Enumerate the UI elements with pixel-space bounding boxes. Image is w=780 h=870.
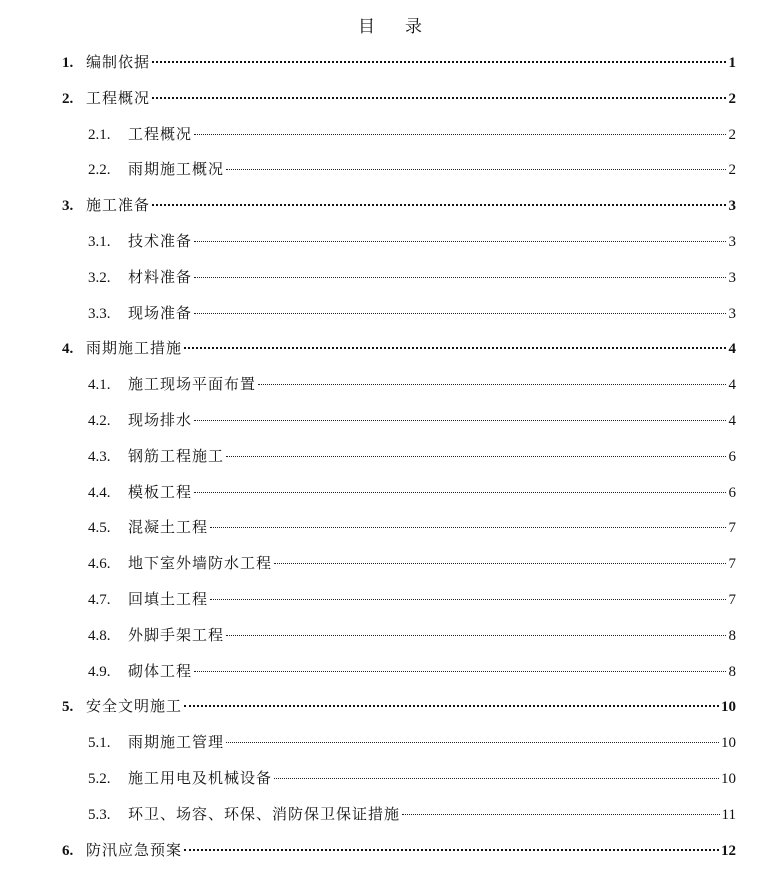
toc-entry-subsection[interactable] — [88, 229, 736, 253]
toc-entry-page-number: 2 — [728, 126, 736, 143]
toc-dot-leader — [226, 635, 726, 636]
toc-entry-page-number: 11 — [721, 806, 736, 823]
toc-dot-leader — [184, 705, 719, 707]
toc-entry-page-number: 4 — [728, 413, 736, 429]
toc-entry-title: 现场准备 — [128, 303, 193, 322]
toc-dot-leader — [210, 599, 726, 600]
toc-entry-section[interactable] — [62, 193, 736, 217]
toc-entry-page-number: 7 — [728, 520, 736, 537]
toc-entry-title: 地下室外墙防水工程 — [128, 554, 273, 573]
toc-entry-page-number: 6 — [728, 448, 736, 465]
toc-entry-page-number: 10 — [721, 735, 736, 752]
toc-entry-number: 6. — [62, 842, 74, 859]
toc-entry-number: 3.1. — [88, 234, 111, 250]
toc-entry-subsection[interactable] — [88, 551, 736, 575]
toc-dot-leader — [274, 563, 726, 564]
toc-entry-page-number: 4 — [728, 377, 736, 394]
toc-entry-page-number: 3 — [728, 305, 736, 322]
toc-entry-page-number: 3 — [728, 198, 736, 215]
toc-title-char-1: 目 — [358, 17, 375, 37]
toc-entry-number: 2.1. — [88, 126, 111, 143]
toc-entry-title: 防汛应急预案 — [86, 840, 183, 859]
toc-entry-number: 3.3. — [88, 305, 111, 322]
toc-entry-page-number: 10 — [721, 699, 736, 716]
toc-entry-section[interactable] — [62, 838, 736, 862]
toc-dot-leader — [194, 134, 726, 135]
toc-entry-title: 工程概况 — [86, 88, 151, 107]
toc-dot-leader — [194, 671, 726, 672]
toc-entry-title: 现场排水 — [128, 411, 193, 429]
toc-entry-title: 施工用电及机械设备 — [128, 769, 273, 787]
toc-entry-title: 编制依据 — [86, 53, 151, 71]
toc-entry-title: 环卫、场容、环保、消防保卫保证措施 — [128, 804, 401, 823]
toc-entry-number: 4. — [62, 341, 74, 358]
toc-entry-title: 雨期施工概况 — [128, 160, 225, 179]
toc-entry-number: 4.2. — [88, 413, 111, 429]
toc-entry-subsection[interactable] — [88, 587, 736, 611]
toc-entry-title: 混凝土工程 — [128, 518, 209, 537]
toc-entry-subsection[interactable] — [88, 157, 736, 181]
toc-entry-title: 钢筋工程施工 — [128, 446, 225, 465]
toc-entry-title: 材料准备 — [128, 267, 193, 286]
toc-dot-leader — [194, 241, 726, 242]
toc-entry-page-number: 8 — [728, 663, 736, 680]
toc-title-char-2: 录 — [405, 17, 422, 37]
toc-entry-page-number: 2 — [728, 90, 736, 107]
toc-entry-title: 施工准备 — [86, 196, 151, 215]
toc-dot-leader — [194, 420, 726, 421]
toc-entry-subsection[interactable] — [88, 802, 736, 826]
toc-entry-page-number: 3 — [728, 269, 736, 286]
toc-entry-subsection[interactable] — [88, 730, 736, 754]
toc-entry-number: 4.3. — [88, 448, 111, 465]
toc-dot-leader — [210, 527, 726, 528]
toc-entry-subsection[interactable] — [88, 301, 736, 325]
toc-dot-leader — [258, 384, 726, 385]
toc-entry-page-number: 12 — [721, 842, 736, 859]
toc-entry-page-number: 7 — [728, 592, 736, 608]
toc-entry-page-number: 8 — [728, 627, 736, 644]
toc-dot-leader — [152, 204, 726, 206]
toc-entry-number: 4.4. — [88, 484, 111, 501]
toc-entry-page-number: 10 — [721, 771, 736, 787]
toc-entry-page-number: 7 — [728, 556, 736, 573]
toc-entry-title: 雨期施工措施 — [86, 339, 183, 358]
toc-entry-title: 工程概况 — [128, 124, 193, 143]
toc-dot-leader — [274, 778, 719, 779]
toc-dot-leader — [402, 814, 720, 815]
toc-entry-subsection[interactable] — [88, 122, 736, 146]
toc-dot-leader — [226, 456, 726, 457]
toc-entry-title: 回填土工程 — [128, 590, 209, 608]
toc-entry-page-number: 6 — [728, 484, 736, 501]
toc-dot-leader — [226, 169, 726, 170]
toc-entry-page-number: 3 — [728, 234, 736, 250]
toc-entry-number: 4.5. — [88, 520, 111, 537]
toc-entry-section[interactable] — [62, 694, 736, 718]
toc-title — [0, 12, 780, 37]
toc-dot-leader — [226, 742, 719, 743]
toc-entry-number: 5.1. — [88, 735, 111, 752]
toc-entry-number: 4.9. — [88, 663, 111, 680]
toc-entry-number: 2.2. — [88, 162, 111, 179]
toc-entry-subsection[interactable] — [88, 623, 736, 647]
toc-entry-number: 4.8. — [88, 627, 111, 644]
toc-entry-page-number: 4 — [728, 341, 736, 358]
toc-entry-title: 施工现场平面布置 — [128, 375, 257, 394]
toc-entry-subsection[interactable] — [88, 372, 736, 396]
toc-dot-leader — [184, 849, 719, 851]
toc-dot-leader — [152, 61, 726, 63]
toc-entry-subsection[interactable] — [88, 444, 736, 468]
toc-entry-page-number: 1 — [728, 55, 736, 71]
toc-dot-leader — [184, 347, 726, 349]
toc-entry-subsection[interactable] — [88, 766, 736, 790]
toc-entry-title: 安全文明施工 — [86, 697, 183, 716]
toc-dot-leader — [194, 313, 726, 314]
toc-dot-leader — [194, 277, 726, 278]
toc-entry-number: 5.2. — [88, 771, 111, 787]
toc-entry-number: 2. — [62, 90, 74, 107]
toc-entry-number: 3.2. — [88, 269, 111, 286]
toc-dot-leader — [152, 97, 726, 99]
toc-entry-number: 5.3. — [88, 806, 111, 823]
toc-entry-subsection[interactable] — [88, 659, 736, 683]
toc-entry-title: 外脚手架工程 — [128, 625, 225, 644]
toc-entry-section[interactable] — [62, 336, 736, 360]
toc-entry-title: 模板工程 — [128, 482, 193, 501]
toc-entry-section[interactable] — [62, 50, 736, 74]
toc-entry-title: 雨期施工管理 — [128, 733, 225, 752]
toc-entry-subsection[interactable] — [88, 265, 736, 289]
toc-entry-number: 4.7. — [88, 592, 111, 608]
toc-entry-section[interactable] — [62, 86, 736, 110]
toc-entry-subsection[interactable] — [88, 408, 736, 432]
toc-entry-number: 4.6. — [88, 556, 111, 573]
toc-entry-title: 砌体工程 — [128, 661, 193, 680]
toc-dot-leader — [194, 492, 726, 493]
toc-entry-number: 1. — [62, 55, 74, 71]
toc-entry-number: 4.1. — [88, 377, 111, 394]
toc-entry-subsection[interactable] — [88, 480, 736, 504]
toc-entry-number: 5. — [62, 699, 74, 716]
toc-entry-title: 技术准备 — [128, 232, 193, 250]
toc-entry-number: 3. — [62, 198, 74, 215]
toc-entry-page-number: 2 — [728, 162, 736, 179]
toc-entry-subsection[interactable] — [88, 515, 736, 539]
